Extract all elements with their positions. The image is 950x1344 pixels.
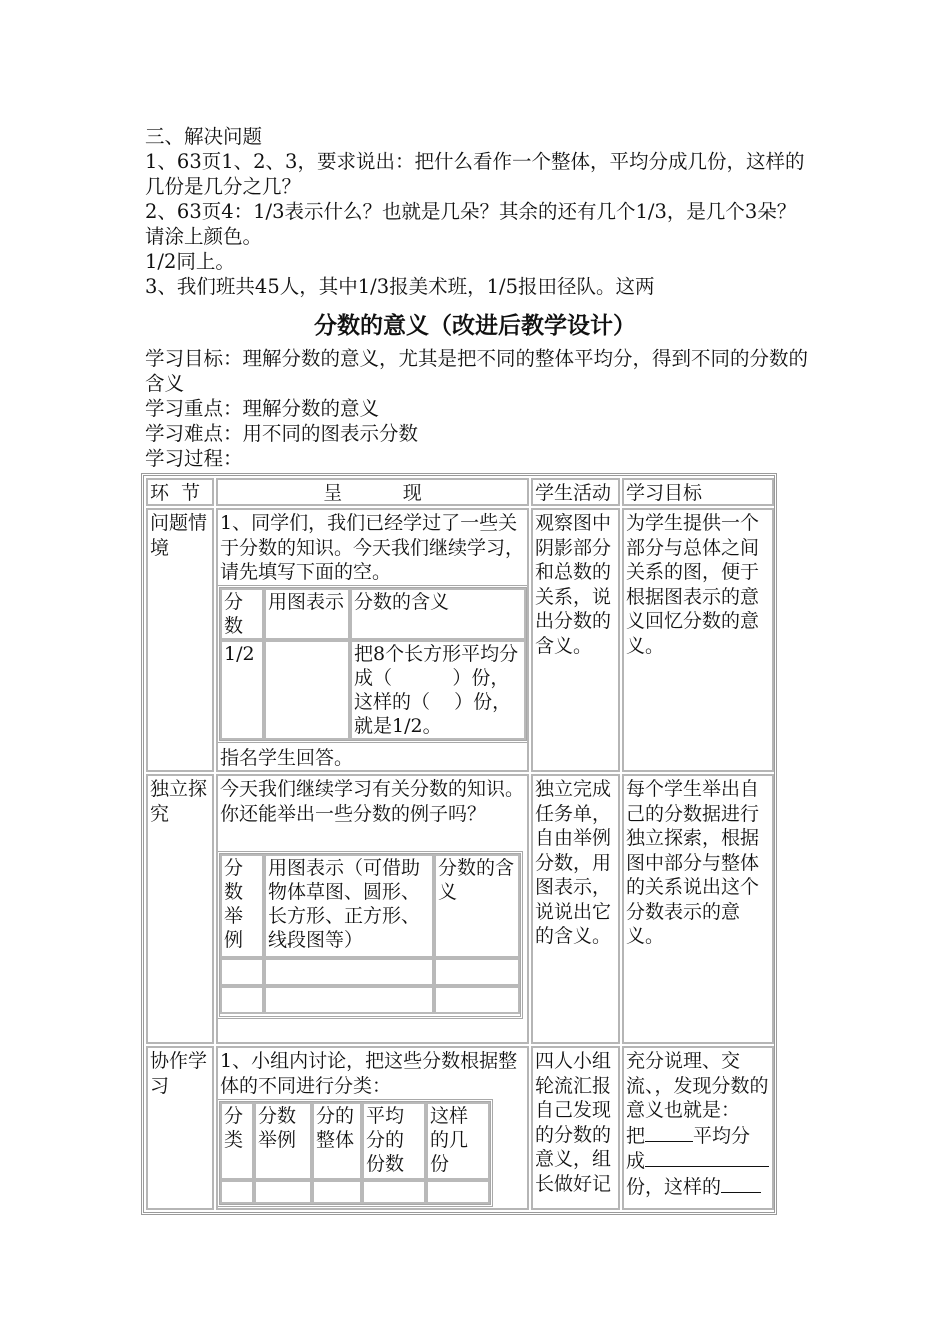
question-1: 1、63页1、2、3，要求说出：把什么看作一个整体，平均分成几份，这样的几份是几分之几？ [145, 150, 805, 198]
row3-goal-fill-2: 成 [626, 1148, 770, 1174]
intro-heading: 三、解决问题 [145, 125, 263, 148]
row3-goal-text: 充分说理、交流、，发现分数的意义也就是： [626, 1050, 769, 1121]
row3-goal-fill-3: 份，这样的 [626, 1174, 770, 1200]
question-2: 2、63页4：1/3表示什么？也就是几朵？其余的还有几个1/3，是几个3朵？请涂上颜色。 [145, 200, 797, 248]
learning-difficulty: 学习难点：用不同的图表示分数 [145, 422, 419, 445]
inner2-header-meaning: 分数的含义 [434, 854, 520, 958]
inner-header-fraction: 分数 [220, 588, 264, 640]
inner3-header-example: 分数举例 [254, 1102, 312, 1180]
row1-present [216, 508, 529, 772]
row1-present-text: 1、同学们，我们已经学过了一些关于分数的知识。今天我们继续学习，请先填写下面的空。 [220, 512, 525, 583]
inner-header-meaning: 分数的含义 [350, 588, 526, 640]
header-activity: 学生活动 [531, 478, 620, 506]
inner3-blank-cell [426, 1180, 490, 1204]
header-goal: 学习目标 [622, 478, 774, 506]
inner-header-diagram: 用图表示 [264, 588, 350, 640]
intro-section [145, 124, 815, 299]
inner2-blank-cell [434, 986, 520, 1014]
inner3-blank-cell [220, 1180, 254, 1204]
inner2-header-example: 分数举例 [220, 854, 264, 958]
row1-footer: 指名学生回答。 [220, 747, 354, 769]
row2-present-text: 今天我们继续学习有关分数的知识。你还能举出一些分数的例子吗？ [220, 778, 525, 825]
row1-section: 问题情境 [146, 508, 214, 772]
inner3-blank-cell [362, 1180, 426, 1204]
row3-section: 协作学习 [146, 1046, 214, 1210]
inner2-blank-cell [220, 958, 264, 986]
question-3: 3、我们班共45人，其中1/3报美术班，1/5报田径队。这两 [145, 275, 655, 298]
lesson-meta [145, 346, 810, 471]
inner2-blank-cell [220, 986, 264, 1014]
inner-fraction-value: 1/2 [220, 640, 264, 740]
question-2-note: 1/2同上。 [145, 250, 235, 273]
row1-inner-table [217, 585, 529, 743]
lesson-table [141, 473, 777, 1215]
inner2-header-diagram: 用图表示（可借助物体草图、圆形、长方形、正方形、线段图等） [264, 854, 434, 958]
inner3-header-whole: 分的整体 [312, 1102, 362, 1180]
row1-goal: 为学生提供一个部分与总体之间关系的图，便于根据图表示的意义回忆分数的意义。 [622, 508, 774, 772]
row3-present [216, 1046, 529, 1210]
row2-activity: 独立完成任务单，自由举例分数，用图表示，说说出它的含义。 [531, 774, 620, 1044]
row2-inner-table [217, 851, 523, 1019]
learning-key-point: 学习重点：理解分数的意义 [145, 397, 380, 420]
row2-section: 独立探究 [146, 774, 214, 1044]
row1-activity: 观察图中阴影部分和总数的关系，说出分数的含义。 [531, 508, 620, 772]
inner3-blank-cell [254, 1180, 312, 1204]
inner3-blank-cell [312, 1180, 362, 1204]
inner3-header-parts: 平均分的份数 [362, 1102, 426, 1180]
inner-diagram-blank [264, 640, 350, 740]
inner3-header-category: 分类 [220, 1102, 254, 1180]
header-section: 环 节 [146, 478, 214, 506]
row3-goal-fill-1: 把 平均分 [626, 1124, 751, 1147]
inner3-header-count: 这样的几份 [426, 1102, 490, 1180]
row3-activity: 四人小组轮流汇报自己发现的分数的意义，组长做好记 [531, 1046, 620, 1210]
row3-present-text: 1、小组内讨论，把这些分数根据整体的不同进行分类： [220, 1050, 518, 1097]
learning-process: 学习过程： [145, 447, 243, 470]
row2-present [216, 774, 529, 1044]
document-title: 分数的意义（改进后教学设计） [314, 312, 636, 339]
row3-inner-table [217, 1099, 493, 1207]
header-present: 呈 现 [216, 478, 529, 506]
row3-goal [622, 1046, 774, 1210]
inner-meaning-value: 把8个长方形平均分成（ ）份，这样的（ ）份，就是1/2。 [350, 640, 526, 740]
inner2-blank-cell [264, 986, 434, 1014]
learning-goal: 学习目标：理解分数的意义，尤其是把不同的整体平均分，得到不同的分数的含义 [145, 347, 809, 395]
row2-goal: 每个学生举出自己的分数据进行独立探索，根据图中部分与整体的关系说出这个分数表示的意义。 [622, 774, 774, 1044]
inner2-blank-cell [434, 958, 520, 986]
inner2-blank-cell [264, 958, 434, 986]
